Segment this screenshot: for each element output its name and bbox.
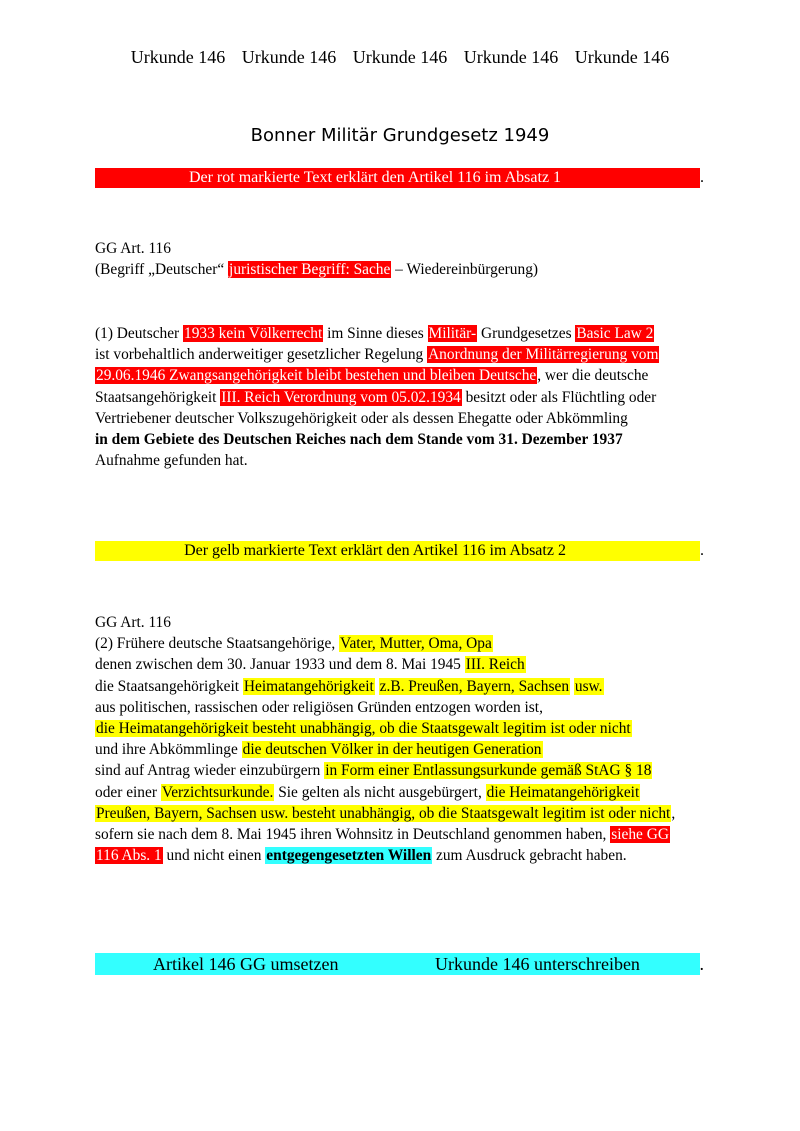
text-line xyxy=(95,718,715,739)
text-span: oder einer xyxy=(95,783,161,801)
text-line xyxy=(95,365,715,386)
text-span: , wer die deutsche xyxy=(537,367,649,385)
text-span: Staatsangehörigkeit xyxy=(95,388,221,406)
text-span: sofern sie nach dem 8. Mai 1945 ihren Wohnsitz in Deutschland genommen haben, xyxy=(95,826,611,844)
highlight-yellow: Heimatangehörigkeit xyxy=(243,677,374,695)
text-line xyxy=(95,633,715,654)
yellow-banner-dot: . xyxy=(700,542,704,559)
text-line xyxy=(95,760,715,781)
highlight-red: 29.06.1946 Zwangsangehörigkeit bleibt bestehen und bleiben Deutsche xyxy=(96,367,537,385)
text-span: (1) Deutscher xyxy=(95,325,184,342)
document-title: Bonner Militär Grundgesetz 1949 xyxy=(250,125,550,146)
header-item: Urkunde 146 xyxy=(352,47,448,67)
section-1 xyxy=(95,238,715,280)
subtitle-text: (Begriff „Deutscher“ xyxy=(95,261,229,279)
text-span: ist vorbehaltlich anderweitiger gesetzlicher Regelung xyxy=(95,346,428,364)
highlight-yellow: Verzichtsurkunde. xyxy=(161,783,274,801)
text-line-bold xyxy=(95,429,715,450)
text-line xyxy=(95,344,715,365)
section-1-subtitle xyxy=(95,259,715,280)
text-line xyxy=(95,676,715,697)
text-line xyxy=(95,803,715,824)
text-span: Grundgesetzes xyxy=(477,325,576,342)
text-line xyxy=(95,782,715,803)
text-span: und ihre Abkömmlinge xyxy=(95,741,242,759)
cyan-banner-dot: . xyxy=(699,954,704,974)
highlight-yellow: die Heimatangehörigkeit besteht unabhängig, ob die Staatsgewalt legitim ist oder nicht xyxy=(96,720,631,738)
red-banner-text: Der rot markierte Text erklärt den Artikel 116 im Absatz 1 xyxy=(188,169,562,186)
highlight-red: Anordnung der Militärregierung vom xyxy=(428,346,659,364)
text-line xyxy=(95,654,715,675)
highlight-yellow: die deutschen Völker in der heutigen Generation xyxy=(242,741,542,759)
text-span: , xyxy=(671,804,676,822)
highlight-red: juristischer Begriff: Sache xyxy=(229,261,391,279)
section-2 xyxy=(95,612,715,866)
highlight-red: siehe GG xyxy=(611,826,669,844)
red-banner xyxy=(95,168,704,188)
highlight-yellow: z.B. Preußen, Bayern, Sachsen xyxy=(379,677,570,695)
highlight-cyan: entgegengesetzten Willen xyxy=(266,847,432,865)
text-span: sind auf Antrag wieder einzubürgern xyxy=(95,762,325,780)
text-span: Sie gelten als nicht ausgebürgert, xyxy=(274,783,486,801)
text-span: im Sinne dieses xyxy=(323,325,428,342)
section-1-paragraph xyxy=(95,323,715,471)
page-header xyxy=(0,47,800,68)
highlight-red: III. Reich Verordnung vom 05.02.1934 xyxy=(221,388,461,406)
header-item: Urkunde 146 xyxy=(463,47,559,67)
header-item: Urkunde 146 xyxy=(130,47,226,67)
text-span: zum Ausdruck gebracht haben. xyxy=(432,847,627,865)
highlight-red: 1933 kein Völkerrecht xyxy=(184,325,323,342)
text-line: aus politischen, rassischen oder religiösen Gründen entzogen worden ist, xyxy=(95,698,543,716)
cyan-banner-text-left: Artikel 146 GG umsetzen xyxy=(153,954,339,974)
text-line xyxy=(95,824,715,845)
yellow-banner xyxy=(95,541,704,561)
text-line xyxy=(95,387,715,408)
text-line xyxy=(95,323,715,344)
header-item: Urkunde 146 xyxy=(574,47,670,67)
section-1-heading: GG Art. 116 xyxy=(95,240,171,257)
text-line: Vertriebener deutscher Volkszugehörigkeit oder als dessen Ehegatte oder Abkömmling xyxy=(95,409,628,427)
highlight-yellow: in Form einer Entlassungsurkunde gemäß StAG § 18 xyxy=(325,762,652,780)
text-line: Aufnahme gefunden hat. xyxy=(95,452,248,470)
text-line xyxy=(95,739,715,760)
text-span: und nicht einen xyxy=(162,847,266,865)
subtitle-text: – Wiedereinbürgerung) xyxy=(391,261,539,279)
section-2-heading: GG Art. 116 xyxy=(95,614,171,631)
highlight-red: 116 Abs. 1 xyxy=(96,847,162,865)
bold-text: in dem Gebiete des Deutschen Reiches nach dem Stande vom 31. Dezember 1937 xyxy=(95,431,623,449)
text-span: (2) Frühere deutsche Staatsangehörige, xyxy=(95,635,340,653)
text-line xyxy=(95,845,715,866)
highlight-yellow: die Heimatangehörigkeit xyxy=(486,783,640,801)
highlight-yellow: Vater, Mutter, Oma, Opa xyxy=(340,635,492,653)
highlight-yellow: III. Reich xyxy=(465,656,525,674)
header-item: Urkunde 146 xyxy=(241,47,337,67)
text-span: besitzt oder als Flüchtling oder xyxy=(461,388,657,406)
yellow-banner-text: Der gelb markierte Text erklärt den Artikel 116 im Absatz 2 xyxy=(184,542,566,559)
highlight-red: Militär- xyxy=(428,325,477,342)
text-span: die Staatsangehörigkeit xyxy=(95,677,243,695)
cyan-banner-text-right: Urkunde 146 unterschreiben xyxy=(435,954,640,974)
text-span: denen zwischen dem 30. Januar 1933 und dem 8. Mai 1945 xyxy=(95,656,465,674)
highlight-yellow: Preußen, Bayern, Sachsen usw. besteht unabhängig, ob die Staatsgewalt legitim ist oder nicht xyxy=(96,804,671,822)
highlight-yellow: usw. xyxy=(574,677,603,695)
highlight-red: Basic Law 2 xyxy=(576,325,654,342)
red-banner-dot: . xyxy=(700,169,704,186)
cyan-banner xyxy=(95,953,704,975)
